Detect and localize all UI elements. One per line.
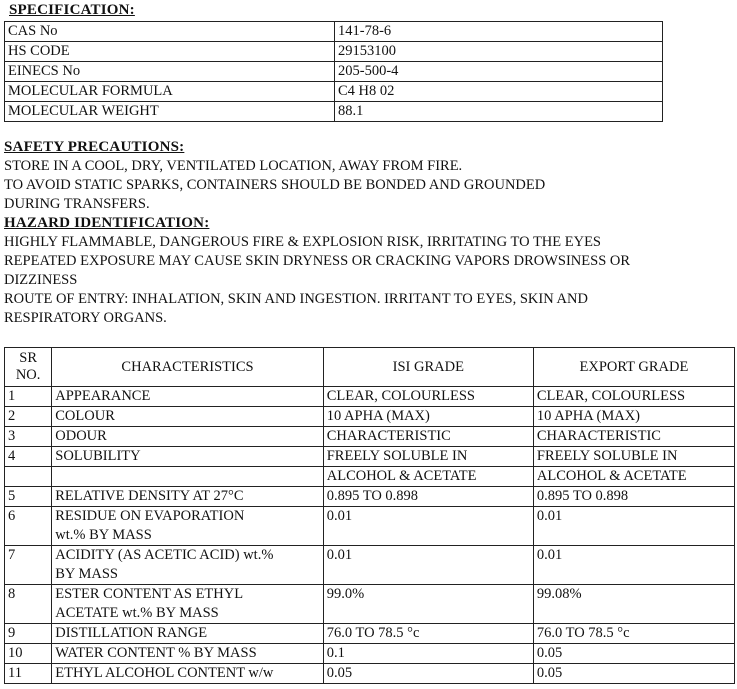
characteristic-cell: COLOUR: [52, 407, 323, 427]
spec-label: HS CODE: [5, 42, 335, 62]
sr-cell: 8: [5, 585, 52, 624]
characteristic-line1: ACIDITY (AS ACETIC ACID) wt.%: [55, 547, 274, 563]
characteristic-line2: ACETATE wt.% BY MASS: [55, 605, 219, 621]
characteristic-cell: DISTILLATION RANGE: [52, 624, 323, 644]
hazard-line: ROUTE OF ENTRY: INHALATION, SKIN AND INGESTION. IRRITANT TO EYES, SKIN AND: [4, 291, 588, 307]
export-cell: 99.08%: [533, 585, 734, 624]
isi-cell: CHARACTERISTIC: [323, 427, 533, 447]
spec-value: 141-78-6: [335, 22, 663, 42]
isi-cell: CLEAR, COLOURLESS: [323, 387, 533, 407]
isi-cell: FREELY SOLUBLE IN: [323, 447, 533, 467]
spec-value: 205-500-4: [335, 62, 663, 82]
characteristics-table: [4, 347, 735, 684]
isi-grade-header: ISI GRADE: [323, 348, 533, 387]
spec-value: 29153100: [335, 42, 663, 62]
sr-cell: [5, 467, 52, 487]
table-row: [5, 42, 663, 62]
hazard-line: DIZZINESS: [4, 272, 78, 288]
isi-cell: 0.05: [323, 664, 533, 684]
sr-cell: 2: [5, 407, 52, 427]
isi-cell: 76.0 TO 78.5 °c: [323, 624, 533, 644]
spec-label: MOLECULAR WEIGHT: [5, 102, 335, 122]
table-row: [5, 407, 735, 427]
characteristic-cell: [52, 585, 323, 624]
export-cell: CHARACTERISTIC: [533, 427, 734, 447]
table-row: [5, 467, 735, 487]
table-row: [5, 585, 735, 624]
table-row: [5, 507, 735, 546]
export-cell: FREELY SOLUBLE IN: [533, 447, 734, 467]
spec-label: EINECS No: [5, 62, 335, 82]
export-cell: 0.01: [533, 507, 734, 546]
sr-cell: 4: [5, 447, 52, 467]
characteristics-header: CHARACTERISTICS: [52, 348, 323, 387]
sr-cell: 3: [5, 427, 52, 447]
isi-cell: 0.1: [323, 644, 533, 664]
sr-cell: 5: [5, 487, 52, 507]
export-cell: 0.895 TO 0.898: [533, 487, 734, 507]
spec-label: MOLECULAR FORMULA: [5, 82, 335, 102]
sr-cell: 9: [5, 624, 52, 644]
table-row: [5, 624, 735, 644]
characteristic-line1: ESTER CONTENT AS ETHYL: [55, 586, 244, 602]
export-cell: 0.05: [533, 664, 734, 684]
table-row: [5, 664, 735, 684]
table-row: [5, 62, 663, 82]
characteristic-cell: WATER CONTENT % BY MASS: [52, 644, 323, 664]
safety-heading: SAFETY PRECAUTIONS:: [4, 139, 185, 155]
table-row: [5, 387, 735, 407]
sr-cell: 1: [5, 387, 52, 407]
characteristic-cell: ETHYL ALCOHOL CONTENT w/w: [52, 664, 323, 684]
sr-cell: 6: [5, 507, 52, 546]
hazard-heading: HAZARD IDENTIFICATION:: [4, 215, 210, 231]
characteristic-cell: SOLUBILITY: [52, 447, 323, 467]
characteristic-cell: APPEARANCE: [52, 387, 323, 407]
export-cell: 10 APHA (MAX): [533, 407, 734, 427]
safety-line: TO AVOID STATIC SPARKS, CONTAINERS SHOULD BE BONDED AND GROUNDED: [4, 177, 546, 193]
export-grade-header: EXPORT GRADE: [533, 348, 734, 387]
isi-cell: 0.01: [323, 546, 533, 585]
safety-line: DURING TRANSFERS.: [4, 196, 150, 212]
table-row: [5, 82, 663, 102]
export-cell: 0.05: [533, 644, 734, 664]
sr-header-line2: NO.: [15, 367, 41, 383]
table-row: [5, 644, 735, 664]
spec-label: CAS No: [5, 22, 335, 42]
spec-value: 88.1: [335, 102, 663, 122]
table-row: [5, 487, 735, 507]
hazard-line: HIGHLY FLAMMABLE, DANGEROUS FIRE & EXPLOSION RISK, IRRITATING TO THE EYES: [4, 234, 601, 250]
characteristic-cell: [52, 546, 323, 585]
export-cell: ALCOHOL & ACETATE: [533, 467, 734, 487]
sr-header-line1: SR: [19, 350, 37, 366]
specification-heading: SPECIFICATION:: [9, 2, 135, 18]
characteristic-cell: [52, 467, 323, 487]
sr-cell: 10: [5, 644, 52, 664]
isi-cell: 0.895 TO 0.898: [323, 487, 533, 507]
safety-line: STORE IN A COOL, DRY, VENTILATED LOCATION, AWAY FROM FIRE.: [4, 158, 463, 174]
hazard-line: RESPIRATORY ORGANS.: [4, 310, 167, 326]
table-header-row: [5, 348, 735, 387]
export-cell: 0.01: [533, 546, 734, 585]
characteristic-line2: wt.% BY MASS: [55, 527, 152, 543]
isi-cell: 99.0%: [323, 585, 533, 624]
spec-value: C4 H8 02: [335, 82, 663, 102]
isi-cell: 0.01: [323, 507, 533, 546]
isi-cell: ALCOHOL & ACETATE: [323, 467, 533, 487]
table-row: [5, 102, 663, 122]
specification-table: [4, 21, 663, 122]
table-row: [5, 427, 735, 447]
characteristic-line2: BY MASS: [55, 566, 118, 582]
characteristic-line1: RESIDUE ON EVAPORATION: [55, 508, 245, 524]
table-row: [5, 447, 735, 467]
export-cell: 76.0 TO 78.5 °c: [533, 624, 734, 644]
sr-header: [5, 348, 52, 387]
characteristic-cell: [52, 507, 323, 546]
export-cell: CLEAR, COLOURLESS: [533, 387, 734, 407]
hazard-line: REPEATED EXPOSURE MAY CAUSE SKIN DRYNESS OR CRACKING VAPORS DROWSINESS OR: [4, 253, 631, 269]
isi-cell: 10 APHA (MAX): [323, 407, 533, 427]
sr-cell: 11: [5, 664, 52, 684]
characteristic-cell: RELATIVE DENSITY AT 27°C: [52, 487, 323, 507]
table-row: [5, 22, 663, 42]
characteristic-cell: ODOUR: [52, 427, 323, 447]
table-row: [5, 546, 735, 585]
sr-cell: 7: [5, 546, 52, 585]
